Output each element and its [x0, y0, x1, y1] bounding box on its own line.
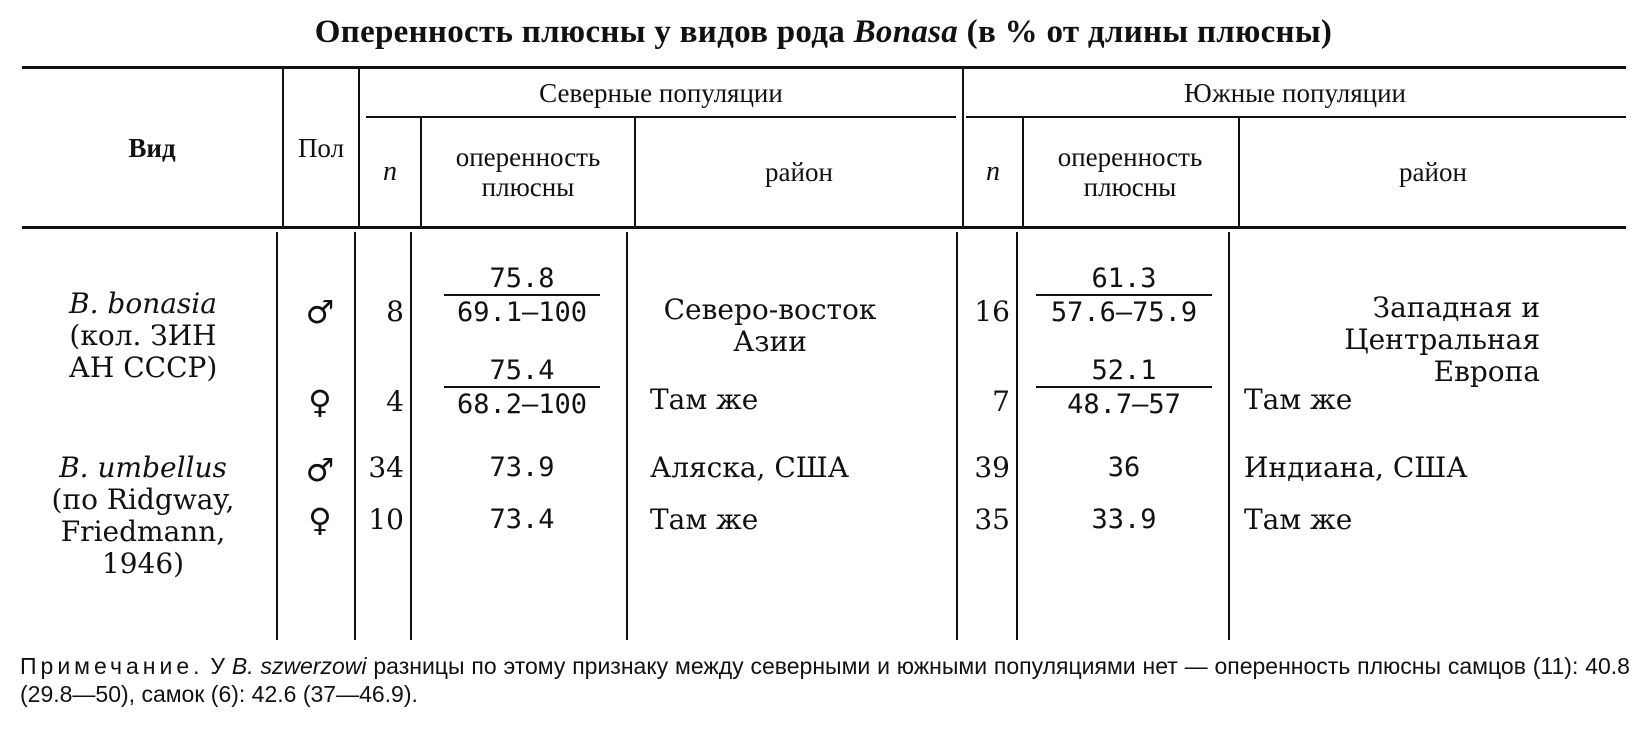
- header-south-feathering: оперенность плюсны: [1057, 142, 1203, 202]
- footnote-text: разницы по этому признаку между северными и южными популяциями нет — оперенность плюсны самцов (11): 40.8 (29.8—50), самок (6): 42.6 (37—46.9).: [20, 653, 1630, 707]
- south-mean: 61.3: [1091, 263, 1157, 294]
- col-divider: [956, 232, 958, 640]
- header-species: Вид: [128, 132, 176, 163]
- south-n: 39: [974, 451, 1010, 484]
- south-range: 57.6—75.9: [1036, 294, 1212, 328]
- col-divider: [354, 232, 356, 640]
- south-region: [1240, 292, 1540, 388]
- south-feathering-fraction: [1036, 356, 1212, 420]
- north-range: 69.1—100: [444, 294, 600, 328]
- header-south-region: район: [1399, 157, 1467, 187]
- north-region: Там же: [650, 383, 759, 416]
- south-n: 16: [974, 295, 1010, 328]
- header-south-group: Южные популяции: [1183, 77, 1406, 108]
- header-south-n: n: [986, 156, 1000, 187]
- south-region: Там же: [1244, 383, 1353, 416]
- table-title: [0, 14, 1647, 51]
- region-text: Западная и Центральная Европа: [1344, 291, 1540, 388]
- table-footnote: [20, 652, 1630, 708]
- sex-symbol: ♀: [308, 383, 332, 421]
- header-north-region: район: [765, 157, 833, 187]
- species-bonasia: [0, 288, 286, 384]
- species-source: (по Ridgway, Friedmann, 1946): [51, 483, 235, 580]
- region-text: Северо-восток Азии: [663, 293, 877, 358]
- north-n: 34: [368, 451, 404, 484]
- north-feathering-fraction: [444, 356, 600, 420]
- south-mean: 33.9: [1091, 504, 1157, 535]
- north-mean: 73.4: [489, 504, 555, 535]
- north-region: Аляска, США: [650, 451, 849, 484]
- north-range: 68.2—100: [444, 386, 600, 420]
- species-name: B. umbellus: [59, 451, 227, 484]
- col-divider: [626, 232, 628, 640]
- south-region: Индиана, США: [1244, 451, 1468, 484]
- col-divider: [420, 118, 422, 226]
- north-n: 8: [386, 295, 404, 328]
- south-mean: 52.1: [1091, 355, 1157, 386]
- title-genus: Bonasa: [853, 14, 959, 50]
- col-divider: [1016, 232, 1018, 640]
- north-region: [650, 294, 890, 358]
- north-mean: 75.8: [489, 263, 555, 294]
- species-name: B. bonasia: [69, 287, 217, 320]
- south-feathering-fraction: [1036, 264, 1212, 328]
- species-umbellus: [0, 452, 286, 580]
- footnote-label: Примечание.: [20, 653, 204, 679]
- col-divider: [1228, 232, 1230, 640]
- south-mean: 36: [1107, 452, 1141, 483]
- north-mean: 73.9: [489, 452, 555, 483]
- north-region: Там же: [650, 503, 759, 536]
- north-n: 4: [386, 385, 404, 418]
- species-source: (кол. ЗИН АН СССР): [68, 319, 218, 384]
- south-region: Там же: [1244, 503, 1353, 536]
- footnote-species: B. szwerzowi: [231, 653, 367, 679]
- header-north-feathering: оперенность плюсны: [455, 142, 601, 202]
- col-divider: [410, 232, 412, 640]
- header-north-n: n: [383, 156, 397, 187]
- north-feathering-fraction: [444, 264, 600, 328]
- footnote-text: У: [203, 653, 232, 679]
- sex-symbol: ♂: [305, 293, 335, 331]
- header-sex: Пол: [297, 132, 345, 163]
- sex-symbol: ♂: [305, 451, 335, 489]
- sex-symbol: ♀: [308, 501, 332, 539]
- col-divider: [1022, 118, 1024, 226]
- header-bottom-rule: [22, 226, 1626, 229]
- title-suffix: (в % от длины плюсны): [958, 14, 1333, 50]
- south-n: 35: [974, 503, 1010, 536]
- title-prefix: Оперенность плюсны у видов рода: [314, 14, 854, 50]
- north-mean: 75.4: [489, 355, 555, 386]
- south-n: 7: [992, 385, 1010, 418]
- south-range: 48.7—57: [1036, 386, 1212, 420]
- header-north-group: Северные популяции: [539, 77, 783, 108]
- north-n: 10: [368, 503, 404, 536]
